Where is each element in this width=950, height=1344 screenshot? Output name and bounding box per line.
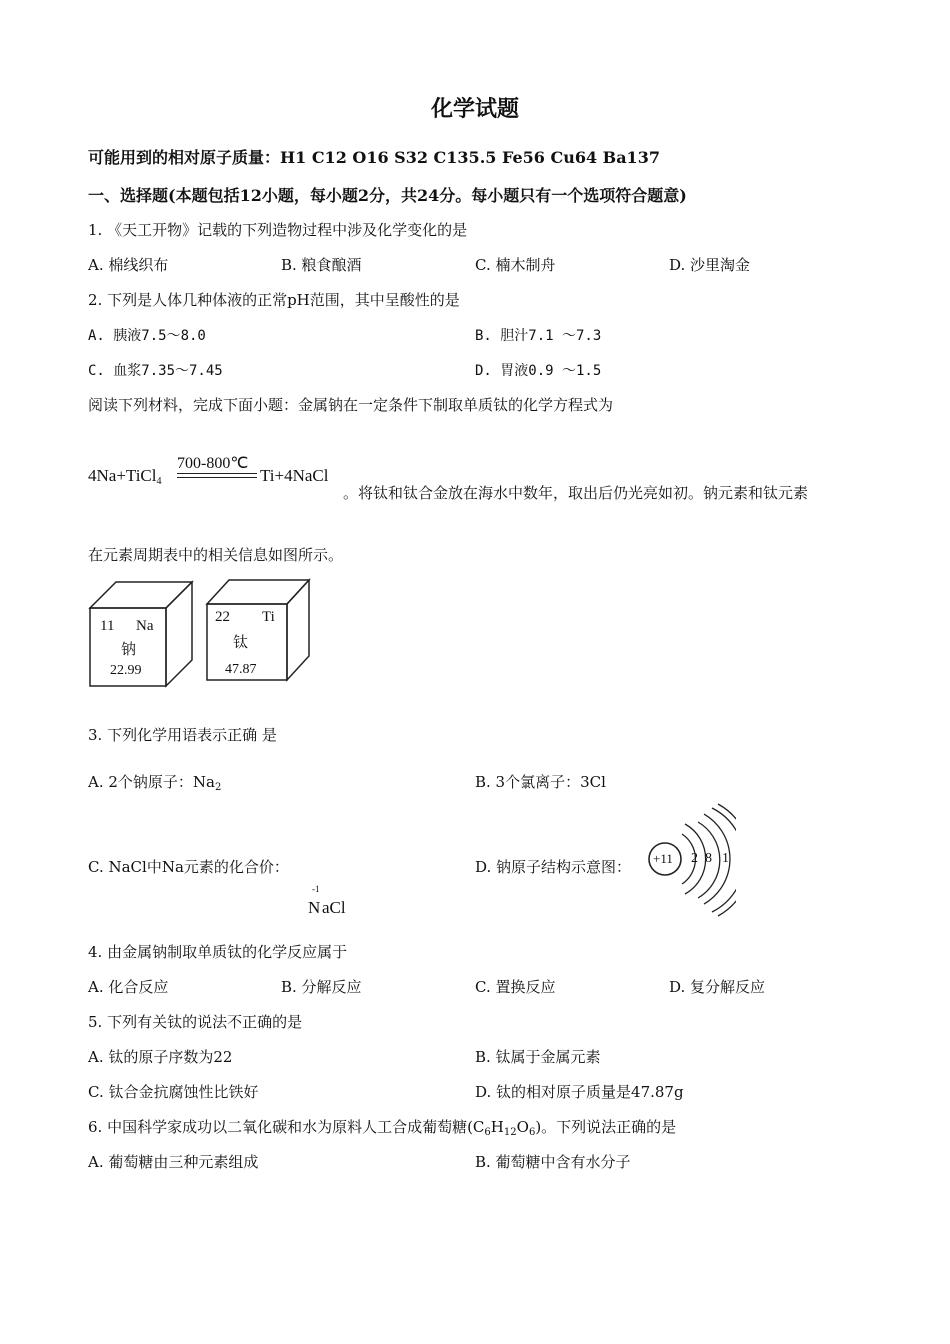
question-4-stem: 4. 由金属钠制取单质钛的化学反应属于 (88, 943, 348, 961)
section-header: 一、选择题(本题包括12小题，每小题2分，共24分。每小题只有一个选项符合题意) (88, 186, 687, 205)
na-atomic-mass: 22.99 (110, 663, 142, 678)
q6-option-a[interactable]: A. 葡萄糖由三种元素组成 (88, 1153, 259, 1171)
question-2-stem: 2. 下列是人体几种体液的正常pH范围，其中呈酸性的是 (88, 291, 460, 309)
q5-option-b[interactable]: B. 钛属于金属元素 (475, 1048, 601, 1066)
q3-option-a[interactable]: A. 2个钠原子：$Na_2$ (88, 773, 222, 793)
equation-arrow-line-2 (177, 477, 257, 478)
q2-option-d[interactable]: D. 胃液0.9 ～1.5 (475, 363, 602, 379)
page-title: 化学试题 (430, 96, 519, 122)
ti-atomic-number: 22 (215, 609, 230, 625)
cube-outline-ti (205, 578, 313, 684)
q1-option-b[interactable]: B. 粮食酿酒 (281, 256, 362, 274)
q1-option-a[interactable]: A. 棉线织布 (88, 256, 169, 274)
ti-atomic-mass: 47.87 (225, 662, 257, 677)
equation-right: Ti+4NaCl (260, 466, 329, 485)
atom-shell-3: 1 (722, 851, 729, 866)
equation-arrow-line-1 (177, 473, 257, 474)
valence-formula-rest: aCl (322, 898, 346, 917)
q3-option-c[interactable]: C. NaCl中Na元素的化合价： (88, 858, 289, 876)
q4-option-a[interactable]: A. 化合反应 (88, 978, 169, 996)
q4-option-b[interactable]: B. 分解反应 (281, 978, 362, 996)
q1-option-d[interactable]: D. 沙里淘金 (669, 256, 751, 274)
q1-option-c[interactable]: C. 楠木制舟 (475, 256, 556, 274)
question-1-stem: 1. 《天工开物》记载的下列造物过程中涉及化学变化的是 (88, 221, 468, 239)
valence-formula (308, 884, 368, 924)
chemical-equation (88, 450, 343, 500)
q4-option-d[interactable]: D. 复分解反应 (669, 978, 766, 996)
q5-option-d[interactable]: D. 钛的相对原子质量是47.87g (475, 1083, 684, 1101)
atom-nucleus: +11 (653, 851, 673, 866)
na-symbol: Na (136, 618, 154, 634)
q5-option-c[interactable]: C. 钛合金抗腐蚀性比铁好 (88, 1083, 259, 1101)
question-5-stem: 5. 下列有关钛的说法不正确的是 (88, 1013, 303, 1031)
element-card-na (88, 578, 196, 690)
ti-name: 钛 (233, 633, 249, 651)
q2-option-b[interactable]: B. 胆汁7.1 ～7.3 (475, 328, 602, 344)
atom-shell-2: 8 (705, 851, 712, 866)
reading-intro: 阅读下列材料，完成下面小题：金属钠在一定条件下制取单质钛的化学方程式为 (88, 396, 614, 414)
q3-option-d[interactable]: D. 钠原子结构示意图： (475, 858, 632, 876)
na-atomic-number: 11 (100, 618, 115, 634)
reading-after-equation: 。将钛和钛合金放在海水中数年，取出后仍光亮如初。钠元素和钛元素 (343, 484, 809, 502)
na-name: 钠 (121, 640, 137, 658)
q3-option-b[interactable]: B. 3个氯离子：3Cl (475, 773, 606, 791)
reading-line-2: 在元素周期表中的相关信息如图所示。 (88, 546, 344, 564)
q2-option-c[interactable]: C. 血浆7.35～7.45 (88, 363, 223, 379)
q4-option-c[interactable]: C. 置换反应 (475, 978, 556, 996)
equation-condition: 700-800℃ (177, 455, 249, 472)
valence-formula-n: N (308, 898, 321, 917)
q6-option-b[interactable]: B. 葡萄糖中含有水分子 (475, 1153, 631, 1171)
atom-shell-1: 2 (691, 851, 698, 866)
element-card-ti (205, 578, 313, 684)
atomic-masses-line: 可能用到的相对原子质量：H1 C12 O16 S32 C135.5 Fe56 Cu64 Ba137 (88, 148, 660, 167)
question-6-stem: 6. 中国科学家成功以二氧化碳和水为原料人工合成葡萄糖$(C_6H_{12}O_6)$。下列说法正确的是 (88, 1118, 677, 1138)
valence-mark: -1 (312, 884, 320, 894)
q2-option-a[interactable]: A. 胰液7.5～8.0 (88, 328, 206, 344)
q5-option-a[interactable]: A. 钛的原子序数为22 (88, 1048, 233, 1066)
ti-symbol: Ti (262, 609, 275, 625)
equation-left: 4Na+TiCl$_4$ (88, 466, 162, 487)
sodium-atom-structure-diagram (646, 800, 736, 920)
question-3-stem: 3. 下列化学用语表示正确 是 (88, 726, 277, 744)
